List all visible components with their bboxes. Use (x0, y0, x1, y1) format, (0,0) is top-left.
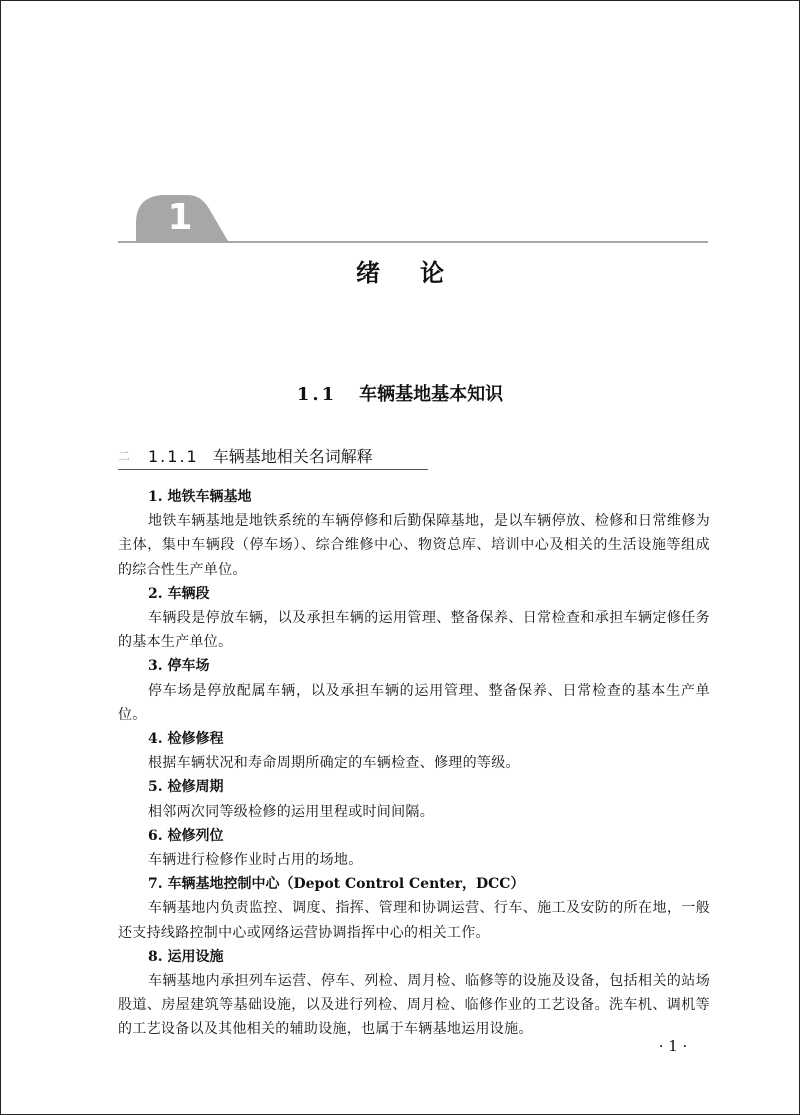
term-heading: 2. 车辆段 (148, 585, 210, 602)
term-heading: 4. 检修修程 (148, 731, 224, 748)
term-heading: 1. 地铁车辆基地 (148, 489, 252, 505)
subsection-heading (118, 445, 428, 470)
section-title: 车辆基地基本知识 (359, 384, 504, 405)
subsection-number: 1.1.1 (148, 447, 199, 466)
term-body: 车辆基地内负责监控、调度、指挥、管理和协调运营、行车、施工及安防的所在地，一般还支持线路控制中心或网络运营协调指挥中心的相关工作。 (118, 900, 710, 941)
term-body: 相邻两次同等级检修的运用里程或时间间隔。 (148, 803, 434, 820)
term-heading: 8. 运用设施 (148, 948, 224, 965)
subsection-title: 车辆基地相关名词解释 (212, 447, 373, 466)
term-body: 地铁车辆基地是地铁系统的车辆停修和后勤保障基地，是以车辆停放、检修和日常维修为主体，集中车辆段（停车场）、综合维修中心、物资总库、培训中心及相关的生活设施等组成的综合性生产单位。 (118, 513, 710, 578)
term-body: 停车场是停放配属车辆，以及承担车辆的运用管理、整备保养、日常检查的基本生产单位。 (118, 682, 710, 723)
subsection-mark: 二 (118, 449, 131, 463)
chapter-title: 绪论 (356, 258, 484, 287)
term-heading: 5. 检修周期 (148, 779, 224, 796)
section-heading (0, 380, 800, 410)
term-heading: 7. 车辆基地控制中心（Depot Control Center，DCC） (148, 876, 525, 893)
term-body: 车辆段是停放车辆，以及承担车辆的运用管理、整备保养、日常检查和承担车辆定修任务的基本生产单位。 (118, 610, 710, 651)
terms-list (118, 485, 710, 1042)
term-body: 根据车辆状况和寿命周期所确定的车辆检查、修理的等级。 (148, 755, 520, 772)
chapter-rule (118, 241, 708, 243)
term-body: 车辆基地内承担列车运营、停车、列检、周月检、临修等的设施及设备，包括相关的站场股道、房屋建筑等基础设施，以及进行列检、周月检、临修作业的工艺设备。洗车机、调机等的工艺设备以及其他相关的辅助设施，也属于车辆基地运用设施。 (118, 973, 710, 1038)
page-number: · 1 · (658, 1037, 688, 1055)
term-heading: 6. 检修列位 (148, 827, 224, 844)
term-body: 车辆进行检修作业时占用的场地。 (148, 852, 363, 869)
term-heading: 3. 停车场 (148, 658, 210, 675)
section-number: 1.1 (296, 384, 338, 405)
chapter-number: 1 (167, 197, 193, 238)
